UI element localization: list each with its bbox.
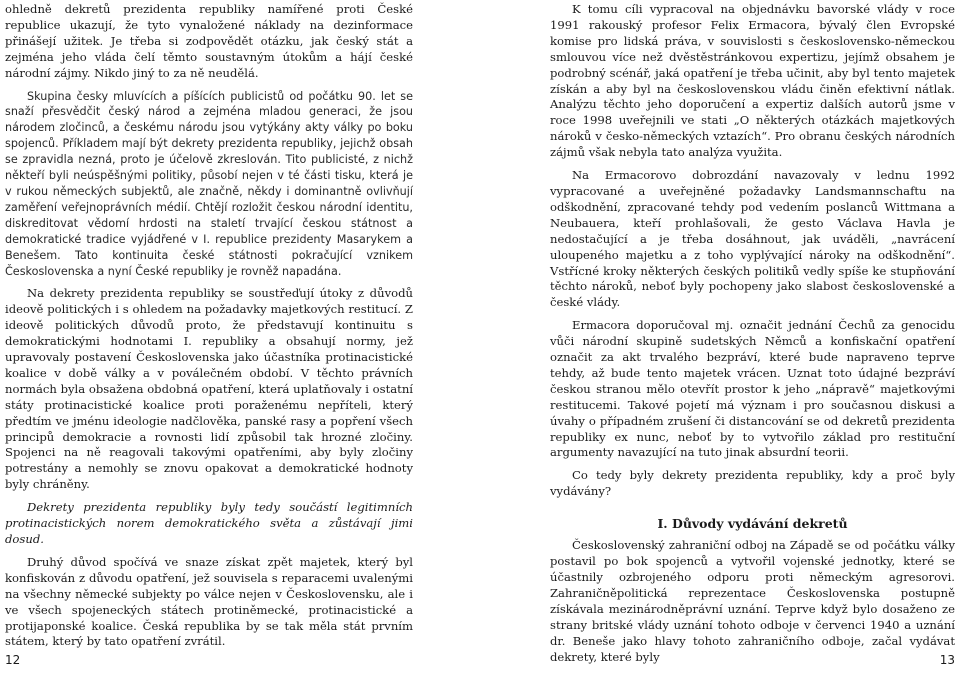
paragraph: Co tedy byly dekrety prezidenta republiky, kdy a proč byly vydávány? [550,468,955,499]
right-page [480,0,960,673]
page-number: 12 [5,653,21,667]
section-heading: I. Důvody vydávání dekretů [657,516,848,532]
paragraph: Na dekrety prezidenta republiky se soustřeďují útoky z důvodů ideově politických i s ohledem na požadavky majetkových restitucí. Z ideově politických důvodů proto, že představují kontinuitu s demokratickými hodnotami I. republiky a obsahují normy, jež upravovaly postavení Československa jako účastníka protinacistické koalice v době války a v poválečném období. V těchto právních normách byla obsažena obdobná opatření, která uplatňovaly i ostatní státy protinacistické koalice proti poraženému nepříteli, který předtím ve jménu ideologie nadčlověka, panské rasy a popření všech principů demokracie a rovnosti lidí způsobil tak hrozné zločiny. Spojenci na ně reagovali takovými opatřeními, aby byly zločiny potrestány a nemohly se znovu opakovat a demokratické hodnoty byly chráněny. [5,286,413,492]
page-number: 13 [939,653,955,667]
paragraph: Skupina česky mluvících a píšících publicistů od počátku 90. let se snaží přesvědčit český národ a zejména mladou generaci, že jsou národem zločinců, a českému národu jsou vytýkány akty války po boku spojenců. Příkladem mají být dekrety prezidenta republiky, jejichž obsah se zpravidla nezná, proto je účelově zkreslován. Tito publicisté, z nichž někteří byli neúspěšnými politiky, působí nejen v té části tisku, která je v rukou německých subjektů, ale značně, někdy i dominantně ovlivňují zaměření veřejnoprávních médií. Chtějí rozložit českou národní identitu, diskreditovat vědomí hrdosti na staletí trvající českou státnost a demokratické tradice vyjádřené v I. republice prezidenty Masarykem a Benešem. Tato kontinuita české státnosti pokračující vznikem Československa a nyní České republiky je rovněž napadána. [5,89,413,278]
paragraph: ohledně dekretů prezidenta republiky namířené proti České republice ukazují, že tyto vynaložené náklady na dezinformace přinášejí užitek. Je třeba si zodpovědět otázku, jak český stát a zejména jeho vláda čelí těmto soustavným útokům a hájí české národní zájmy. Nikdo jiný to za ně neudělá. [5,2,413,80]
emphasized-paragraph: Dekrety prezidenta republiky byly tedy součástí legitimních protinacistických norem demokratického světa a zůstávají jimi dosud. [5,500,413,546]
paragraph: K tomu cíli vypracoval na objednávku bavorské vlády v roce 1991 rakouský profesor Felix Ermacora, bývalý člen Evropské komise pro lidská práva, v souvislosti s československo-německou smlouvou více než dvěstěstránkovou expertizu, jejímž obsahem je podrobný scénář, jaká opatření je třeba učinit, aby byl tento majetek získán a aby byl na československou vládu činěn efektivní nátlak. Analýzu těchto jeho doporučení a expertiz dalších autorů jsme v roce 1998 uveřejnili ve stati „O některých otázkách majetkových nároků v česko-německých vztazích“. Pro obranu českých národních zájmů však nebyla tato analýza využita. [550,2,955,160]
paragraph: Československý zahraniční odboj na Západě se od počátku války postavil po bok spojenců a vytvořil vojenské jednotky, které se účastnily ozbrojeného odporu proti německým agresorovi. Zahraničněpolitická reprezentace Československa postupně získávala mezinárodněprávní uznání. Teprve když bylo dosaženo ze strany britské vlády uznání tohoto odboje v červenci 1940 a uznání dr. Beneše jako hlavy tohoto zahraničního odboje, začal vydávat dekrety, které byly [550,538,955,664]
paragraph: Ermacora doporučoval mj. označit jednání Čechů za genocidu vůči národní skupině sudetských Němců a konfiskační opatření označit za akt trvalého bezpráví, které bude napraveno teprve tehdy, až bude tento majetek vrácen. Uznat toto údajné bezpráví českou stranou mělo otevřít prostor k jeho „nápravě“ majetkovými restitucemi. Takové pojetí má význam i pro současnou diskusi a úvahy o případném zrušení či distancování se od dekretů prezidenta republiky ex nunc, neboť by to vytvořilo základ pro restituční argumenty navazující na tuto jinak absurdní teorii. [550,318,955,460]
paragraph: Na Ermacorovo dobrozdání navazovaly v lednu 1992 vypracované a uveřejněné požadavky Landsmannschaftu na odškodnění, zpracované tehdy pod vedením poslanců Wittmana a Neubauera, kteří prohlašovali, že gesto Václava Havla je nedostačující a je třeba dosáhnout, jak uváděli, „navrácení uloupeného majetku a z toho vyplývající nároky na odškodnění“. Vstřícné kroky některých českých politiků vedly spíše ke stupňování těchto nároků, neboť byly pochopeny jako slabost československé a české vlády. [550,168,955,310]
paragraph: Druhý důvod spočívá ve snaze získat zpět majetek, který byl konfiskován z důvodu opatření, jež souvisela s reparacemi uvalenými na všechny německé subjekty po válce nejen v Československu, ale i ve všech spojeneckých státech protiněmecké, protinacistické a protijaponské koalice. Česká republika by se tak měla stát prvním státem, který by tato opatření zvrátil. [5,554,413,649]
right-text-column [550,2,955,672]
left-text-column [5,2,413,657]
